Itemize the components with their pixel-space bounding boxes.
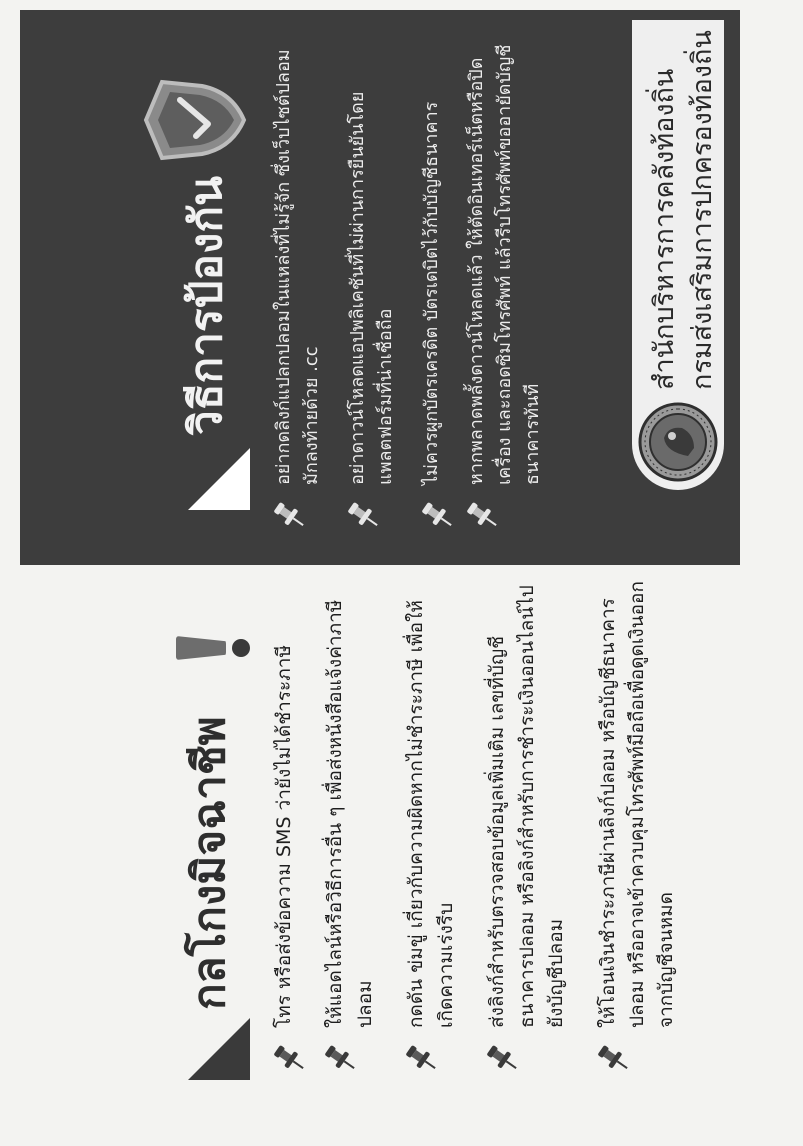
scam-item-text: ให้แอดไลน์หรือวิธีการอื่น ๆ เพื่อส่งหนังสือแจ้งค่าภาษีปลอม xyxy=(324,599,376,1028)
title-triangle-icon xyxy=(188,1018,250,1080)
scam-item xyxy=(402,580,461,1080)
title-triangle-icon xyxy=(188,448,250,510)
exclamation-icon xyxy=(176,632,248,660)
footer-banner xyxy=(632,20,724,490)
scam-section-title: กลโกงมิจฉาชีพ xyxy=(184,716,235,1010)
footer-org-line-1: สำนักบริหารการคลังท้องถิ่น xyxy=(649,68,680,390)
prevention-item xyxy=(418,27,446,537)
scam-item-text: โทร หรือส่งข้อความ SMS ว่ายังไม่ได้ชำระภาษี xyxy=(273,645,295,1028)
prevention-item xyxy=(463,27,547,537)
pushpin-icon xyxy=(272,1042,308,1076)
prevention-item xyxy=(270,27,326,537)
prevention-item-text: หากพลาดพลั้งดาวน์โหลดแล้ว ให้ตัดอินเทอร์เน็ตหรือปิดเครื่อง และถอดซิมโทรศัพท์ แล้วรีบโทรศัพท์ขออายัดบัญชีธนาคารทันที xyxy=(466,44,544,485)
pushpin-icon xyxy=(465,499,501,533)
prevention-item-text: อย่ากดลิงก์แปลกปลอมในแหล่งที่ไม่รู้จัก ซึ่งเว็บไซต์ปลอมมักลงท้ายด้วย .cc xyxy=(273,49,322,485)
pushpin-icon xyxy=(346,499,382,533)
scam-item xyxy=(594,580,682,1080)
scam-item xyxy=(321,580,380,1080)
scam-item-text: ส่งลิงก์สำหรับตรวจสอบข้อมูลเพิ่มเติม เลขที่บัญชีธนาคารปลอม หรือลิงก์สำหรับการชำระเงินออนไลน์ไปยังบัญชีปลอม xyxy=(486,585,568,1028)
scam-item xyxy=(483,580,571,1080)
prevention-section xyxy=(20,10,740,565)
scam-item-text: กดดัน ข่มขู่ เกี่ยวกับความผิดหากไม่ชำระภาษี เพื่อให้เกิดความเร่งรีบ xyxy=(405,600,457,1028)
scam-section xyxy=(20,570,740,1110)
pushpin-icon xyxy=(272,499,308,533)
footer-org-line-2: กรมส่งเสริมการปกครองท้องถิ่น xyxy=(687,30,718,390)
prevention-item-text: อย่าดาวน์โหลดแอปพลิเคชันที่ไม่ผ่านการยืนยันโดยแพลตฟอร์มที่น่าเชื่อถือ xyxy=(346,91,396,485)
pushpin-icon xyxy=(323,1042,359,1076)
prevention-item-text: ไม่ควรผูกบัตรเครดิต บัตรเดบิตไว้กับบัญชีธนาคาร xyxy=(420,101,442,485)
scam-item xyxy=(270,580,299,1080)
department-seal-icon xyxy=(638,402,718,482)
pushpin-icon xyxy=(596,1042,632,1076)
pushpin-icon xyxy=(404,1042,440,1076)
prevention-section-title: วิธีการป้องกัน xyxy=(181,175,232,435)
shield-check-icon xyxy=(140,70,250,170)
flyer xyxy=(20,10,740,1110)
scam-item-text: ให้โอนเงินชำระภาษีผ่านลิงก์ปลอม หรือบัญชีธนาคารปลอม หรืออาจเข้าควบคุมโทรศัพท์มือถือเพื่อดูดเงินออกจากบัญชีจนหมด xyxy=(596,581,678,1028)
prevention-item xyxy=(344,27,400,537)
pushpin-icon xyxy=(485,1042,521,1076)
scam-list xyxy=(270,580,704,1080)
prevention-list xyxy=(270,27,565,537)
pushpin-icon xyxy=(420,499,456,533)
